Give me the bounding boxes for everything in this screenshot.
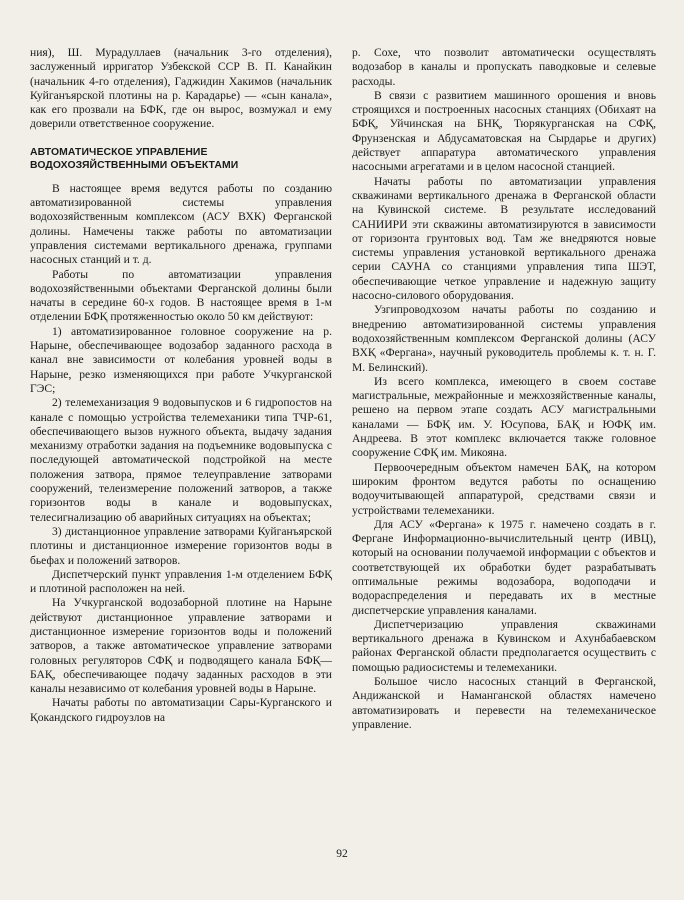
section-heading: АВТОМАТИЧЕСКОЕ УПРАВЛЕНИЕ ВОДОХОЗЯЙСТВЕННЫМИ ОБЪЕКТАМИ xyxy=(30,146,239,171)
paragraph: Диспетчеризацию управления скважинами вертикального дренажа в Кувинском и Ахунбабаевском районах Ферганской области предполагается осуществить с помощью радиосистемы и телемеханики. xyxy=(352,617,656,674)
paragraph: Узгипроводхозом начаты работы по созданию и внедрению автоматизированной системы управления водохозяйственным комплексом Ферганской долины (АСУ ВХҚ «Фергана», научный руководитель проблемы к. т. н. Г. М. Белинский). xyxy=(352,303,656,374)
left-column xyxy=(30,46,332,725)
paragraph: Диспетчерский пункт управления 1-м отделением БФҚ и плотиной расположен на ней. xyxy=(30,567,332,596)
paragraph: В настоящее время ведутся работы по созданию автоматизированной системы управления водохозяйственным комплексом (АСУ ВХК) Ферганской долины. Намечены также работы по автоматизации управления системами вертикального дренажа, группами насосных станций и т. д. xyxy=(30,181,332,267)
list-item: 2) телемеханизация 9 водовыпусков и 6 гидропостов на канале с помощью устройства телемеханики типа ТЧР-61, обеспечивающего вызов нужного объекта, выдачу задания механизму отработки задания на подъемнике водовыпуска с последующей автоматической подстройкой на месте положения затвора, прямое телеуправление затворами сооружений, телеизмерение положений затворов, а также горизонтов воды в канале и водовыпусках, телесигнализацию об аварийных ситуациях на объектах; xyxy=(30,396,332,524)
paragraph: Начаты работы по автоматизации управления скважинами вертикального дренажа в Ферганской области на Кувинской системе. В результате исследований САНИИРИ эти скважины автоматизируются в зависимости от горизонта грунтовых вод. Там же внедряются новые системы управления установкой вертикального дренажа серии САУНА со станциями управления типа ШЭТ, обеспечивающие четкое управление и надежную защиту насосно-силового оборудования. xyxy=(352,174,656,303)
paragraph: Из всего комплекса, имеющего в своем составе магистральные, межрайонные и межхозяйственные каналы, решено на первом этапе создать АСУ магистральными каналами — БФҚ им. У. Юсупова, БАҚ и ЮФҚ им. Андреева. В этот комплекс включается также головное сооружение СФҚ им. Микояна. xyxy=(352,374,656,460)
list-item: 3) дистанционное управление затворами Куйганъярской плотины и дистанционное измерение горизонтов воды в бьефах и положений затворов. xyxy=(30,524,332,567)
paragraph: Большое число насосных станций в Ферганской, Андижанской и Наманганской областях намечено автоматизировать и перевести на телемеханическое управление. xyxy=(352,675,656,731)
paragraph: Начаты работы по автоматизации Сары-Курганского и Қокандского гидроузлов на xyxy=(30,696,332,724)
paragraph: В связи с развитием машинного орошения и вновь строящихся и построенных насосных станциях (Обихаят на БФҚ, Уйчинская на БНҚ, Тюрякурганская на СФҚ, Фрунзенская и Абдусаматовская на Сырдарье и других) действует аппаратура автоматического управления насосными агрегатами и в целом насосной станцией. xyxy=(352,88,656,174)
paragraph: Первоочередным объектом намечен БАҚ, на котором широким фронтом ведутся работы по оснащению водоучитывающей аппаратурой, средствами связи и устройствами телемеханики. xyxy=(352,460,656,517)
right-column xyxy=(352,46,656,732)
paragraph: На Учкурганской водозаборной плотине на Нарыне действуют дистанционное управление затворами и дистанционное измерение горизонтов воды и положений затворов, а также автоматическое управление затворами головных регуляторов СФҚ и подводящего канала БФҚ—БАҚ, обеспечивающее подачу заданных расходов в эти каналы независимо от колебания уровней воды в Нарыне. xyxy=(30,596,332,696)
paragraph: ния), Ш. Мурадуллаев (начальник 3-го отделения), заслуженный ирригатор Узбекской ССР В. П. Канайкин (начальник 4-го отделения), Гаджидин Хакимов (начальник Куйганъярской плотины на р. Карадарье) — «сын канала», как его прозвали на БФК, где он вырос, возмужал и ему доверили ответственное сооружение. xyxy=(30,46,332,131)
page-number: 92 xyxy=(336,848,348,860)
paragraph: Работы по автоматизации управления водохозяйственными объектами Ферганской долины были начаты в середине 60-х годов. В настоящее время в 1-м отделении БФҚ протяженностью около 50 км действуют: xyxy=(30,267,332,324)
paragraph: Для АСУ «Фергана» к 1975 г. намечено создать в г. Фергане Информационно-вычислительный центр (ИВЦ), который на основании получаемой информации с объектов и соответствующей их обработки будет разрабатывать оптимальные режимы водозабора, водоподачи и водораспределения и передавать их в местные диспетчерские управления каналами. xyxy=(352,517,656,617)
list-item: 1) автоматизированное головное сооружение на р. Нарыне, обеспечивающее водозабор заданного расхода в канал вне зависимости от колебания уровней воды в Нарыне, резко изменяющихся при работе Учкурганской ГЭС; xyxy=(30,324,332,395)
paragraph: р. Сохе, что позволит автоматически осуществлять водозабор в каналы и пропускать паводковые и селевые расходы. xyxy=(352,46,656,88)
